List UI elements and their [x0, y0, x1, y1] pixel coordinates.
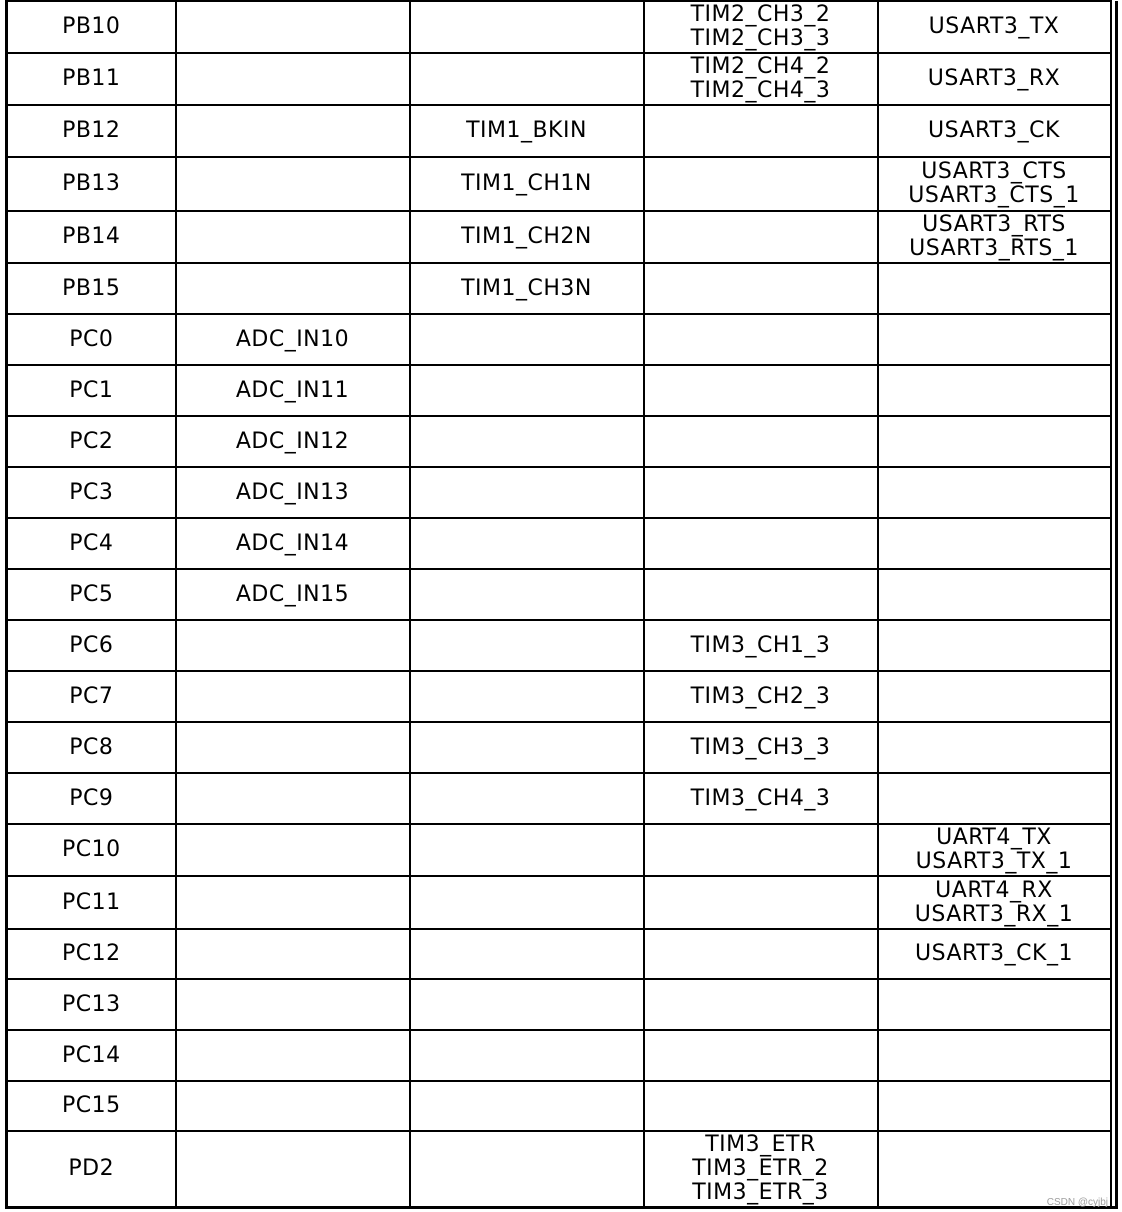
tim1-cell [410, 211, 644, 263]
tim1-cell [410, 1131, 644, 1207]
function-label: ADC_IN10 [235, 326, 350, 352]
tim2-tim3-cell [644, 416, 878, 467]
function-label: ADC_IN15 [235, 581, 350, 607]
adc-cell [176, 722, 410, 773]
adc-cell [176, 1, 410, 53]
table-row [7, 157, 1117, 211]
clipped-column-cell [1111, 467, 1117, 518]
tim1-cell [410, 722, 644, 773]
function-label: USART3_CTS_1 [908, 183, 1080, 208]
pin-name-cell: PC5 [7, 569, 176, 620]
table-row [7, 1030, 1117, 1081]
table-row [7, 722, 1117, 773]
tim1-cell [410, 620, 644, 671]
usart-cell [878, 416, 1111, 467]
adc-cell [176, 1131, 410, 1207]
table-row [7, 671, 1117, 722]
tim1-cell [410, 416, 644, 467]
table-row [7, 773, 1117, 824]
tim1-cell [410, 876, 644, 929]
function-label: TIM3_CH2_3 [690, 683, 831, 709]
table-row [7, 211, 1117, 263]
pin-mapping-table [5, 0, 1118, 1209]
adc-cell [176, 314, 410, 365]
clipped-column-cell [1111, 314, 1117, 365]
usart-cell [878, 157, 1111, 211]
clipped-column-cell [1111, 365, 1117, 416]
tim1-cell [410, 105, 644, 157]
tim1-cell [410, 1, 644, 53]
pin-name-cell: PC4 [7, 518, 176, 569]
usart-cell [878, 211, 1111, 263]
tim2-tim3-cell [644, 211, 878, 263]
clipped-column-cell [1111, 518, 1117, 569]
pin-name-cell: PC2 [7, 416, 176, 467]
adc-cell [176, 929, 410, 979]
adc-cell [176, 1030, 410, 1081]
function-label: TIM3_ETR_3 [692, 1179, 829, 1205]
pin-name-cell: PC10 [7, 824, 176, 876]
pin-name-cell: PB14 [7, 211, 176, 263]
usart-cell [878, 722, 1111, 773]
usart-cell [878, 263, 1111, 314]
pin-name-cell: PC13 [7, 979, 176, 1030]
adc-cell [176, 467, 410, 518]
function-label: USART3_TX_1 [915, 849, 1073, 874]
pin-name-cell: PB15 [7, 263, 176, 314]
table-row [7, 518, 1117, 569]
usart-cell [878, 569, 1111, 620]
tim2-tim3-cell [644, 1030, 878, 1081]
pin-name-cell: PC7 [7, 671, 176, 722]
tim2-tim3-cell [644, 263, 878, 314]
usart-cell [878, 1081, 1111, 1131]
pin-name-cell: PC3 [7, 467, 176, 518]
table-row [7, 929, 1117, 979]
pin-name-cell: PB12 [7, 105, 176, 157]
clipped-column-cell [1111, 263, 1117, 314]
clipped-column-cell [1111, 157, 1117, 211]
tim1-cell [410, 824, 644, 876]
adc-cell [176, 671, 410, 722]
tim1-cell [410, 518, 644, 569]
function-label: USART3_CK [928, 118, 1060, 143]
usart-cell [878, 979, 1111, 1030]
usart-cell [878, 105, 1111, 157]
pin-name-cell: PC6 [7, 620, 176, 671]
tim2-tim3-cell [644, 620, 878, 671]
tim2-tim3-cell [644, 105, 878, 157]
clipped-column-cell [1111, 105, 1117, 157]
tim2-tim3-cell [644, 157, 878, 211]
adc-cell [176, 211, 410, 263]
usart-cell [878, 824, 1111, 876]
pin-name-cell: PB11 [7, 53, 176, 105]
adc-cell [176, 53, 410, 105]
pin-name-cell: PC12 [7, 929, 176, 979]
function-label: TIM2_CH3_3 [690, 26, 831, 51]
usart-cell [878, 671, 1111, 722]
function-label: TIM3_ETR [705, 1131, 816, 1157]
table-row [7, 569, 1117, 620]
clipped-column-cell [1111, 1030, 1117, 1081]
pin-name-cell: PC9 [7, 773, 176, 824]
function-label: TIM1_BKIN [466, 118, 587, 143]
function-label: TIM1_CH3N [461, 275, 592, 301]
clipped-column-cell [1111, 620, 1117, 671]
tim1-cell [410, 569, 644, 620]
adc-cell [176, 157, 410, 211]
function-label: USART3_TX [928, 14, 1060, 39]
usart-cell [878, 773, 1111, 824]
tim2-tim3-cell [644, 518, 878, 569]
tim2-tim3-cell [644, 53, 878, 105]
adc-cell [176, 105, 410, 157]
function-label: UART4_TX [936, 825, 1052, 850]
tim1-cell [410, 671, 644, 722]
function-label: USART3_RX [927, 66, 1061, 91]
table-row [7, 467, 1117, 518]
function-label: USART3_CTS [921, 159, 1067, 184]
clipped-column-cell [1111, 773, 1117, 824]
clipped-column-cell [1111, 1131, 1117, 1207]
tim2-tim3-cell [644, 773, 878, 824]
adc-cell [176, 620, 410, 671]
tim1-cell [410, 53, 644, 105]
tim1-cell [410, 157, 644, 211]
tim2-tim3-cell [644, 671, 878, 722]
function-label: TIM3_CH3_3 [690, 734, 831, 760]
tim2-tim3-cell [644, 1, 878, 53]
clipped-column-cell [1111, 722, 1117, 773]
table-row [7, 416, 1117, 467]
pin-name-cell: PC8 [7, 722, 176, 773]
function-label: TIM3_ETR_2 [692, 1155, 829, 1181]
table-row [7, 876, 1117, 929]
tim2-tim3-cell [644, 1131, 878, 1207]
pin-name-cell: PB13 [7, 157, 176, 211]
adc-cell [176, 416, 410, 467]
table-row [7, 1081, 1117, 1131]
function-label: ADC_IN12 [235, 428, 350, 454]
usart-cell [878, 1131, 1111, 1207]
usart-cell [878, 876, 1111, 929]
function-label: USART3_RTS [922, 212, 1066, 237]
tim1-cell [410, 467, 644, 518]
tim2-tim3-cell [644, 467, 878, 518]
adc-cell [176, 979, 410, 1030]
adc-cell [176, 263, 410, 314]
function-label: ADC_IN14 [235, 530, 350, 556]
adc-cell [176, 876, 410, 929]
function-label: TIM3_CH1_3 [690, 632, 831, 658]
usart-cell [878, 53, 1111, 105]
function-label: ADC_IN11 [235, 377, 350, 403]
clipped-column-cell [1111, 1, 1117, 53]
function-label: TIM1_CH2N [461, 224, 592, 249]
usart-cell [878, 314, 1111, 365]
function-label: UART4_RX [935, 877, 1053, 903]
tim1-cell [410, 1030, 644, 1081]
function-label: ADC_IN13 [235, 479, 350, 505]
table-row [7, 53, 1117, 105]
clipped-column-cell [1111, 416, 1117, 467]
table-row [7, 314, 1117, 365]
tim1-cell [410, 929, 644, 979]
table-row [7, 365, 1117, 416]
clipped-column-cell [1111, 929, 1117, 979]
tim2-tim3-cell [644, 1081, 878, 1131]
usart-cell [878, 518, 1111, 569]
usart-cell [878, 1, 1111, 53]
tim2-tim3-cell [644, 876, 878, 929]
tim2-tim3-cell [644, 722, 878, 773]
function-label: TIM2_CH4_2 [690, 54, 831, 79]
pin-name-cell: PB10 [7, 1, 176, 53]
adc-cell [176, 773, 410, 824]
clipped-column-cell [1111, 876, 1117, 929]
table-row [7, 620, 1117, 671]
clipped-column-cell [1111, 53, 1117, 105]
tim1-cell [410, 773, 644, 824]
table-row [7, 979, 1117, 1030]
table-row [7, 105, 1117, 157]
clipped-column-cell [1111, 1081, 1117, 1131]
usart-cell [878, 365, 1111, 416]
adc-cell [176, 1081, 410, 1131]
usart-cell [878, 620, 1111, 671]
tim1-cell [410, 263, 644, 314]
adc-cell [176, 824, 410, 876]
function-label: TIM1_CH1N [461, 171, 592, 196]
pin-name-cell: PC0 [7, 314, 176, 365]
tim2-tim3-cell [644, 824, 878, 876]
tim1-cell [410, 1081, 644, 1131]
pin-name-cell: PC14 [7, 1030, 176, 1081]
pin-name-cell: PC1 [7, 365, 176, 416]
clipped-column-cell [1111, 824, 1117, 876]
usart-cell [878, 1030, 1111, 1081]
clipped-column-cell [1111, 211, 1117, 263]
tim1-cell [410, 979, 644, 1030]
adc-cell [176, 365, 410, 416]
tim2-tim3-cell [644, 365, 878, 416]
function-label: USART3_RX_1 [914, 901, 1074, 927]
table-row [7, 263, 1117, 314]
tim2-tim3-cell [644, 929, 878, 979]
pin-table-body [7, 1, 1117, 1207]
table-row [7, 824, 1117, 876]
usart-cell [878, 929, 1111, 979]
tim1-cell [410, 365, 644, 416]
function-label: TIM2_CH4_3 [690, 78, 831, 103]
table-row [7, 1, 1117, 53]
clipped-column-cell [1111, 671, 1117, 722]
clipped-column-cell [1111, 569, 1117, 620]
adc-cell [176, 569, 410, 620]
function-label: USART3_RTS_1 [909, 236, 1079, 261]
function-label: USART3_CK_1 [915, 941, 1073, 966]
tim2-tim3-cell [644, 314, 878, 365]
clipped-column-cell [1111, 979, 1117, 1030]
pin-name-cell: PC15 [7, 1081, 176, 1131]
pin-name-cell: PD2 [7, 1131, 176, 1207]
function-label: TIM2_CH3_2 [690, 2, 831, 27]
adc-cell [176, 518, 410, 569]
usart-cell [878, 467, 1111, 518]
tim1-cell [410, 314, 644, 365]
watermark: CSDN @cyjbj [1046, 1197, 1108, 1208]
pin-name-cell: PC11 [7, 876, 176, 929]
table-row [7, 1131, 1117, 1207]
tim2-tim3-cell [644, 569, 878, 620]
function-label: TIM3_CH4_3 [690, 785, 831, 811]
tim2-tim3-cell [644, 979, 878, 1030]
